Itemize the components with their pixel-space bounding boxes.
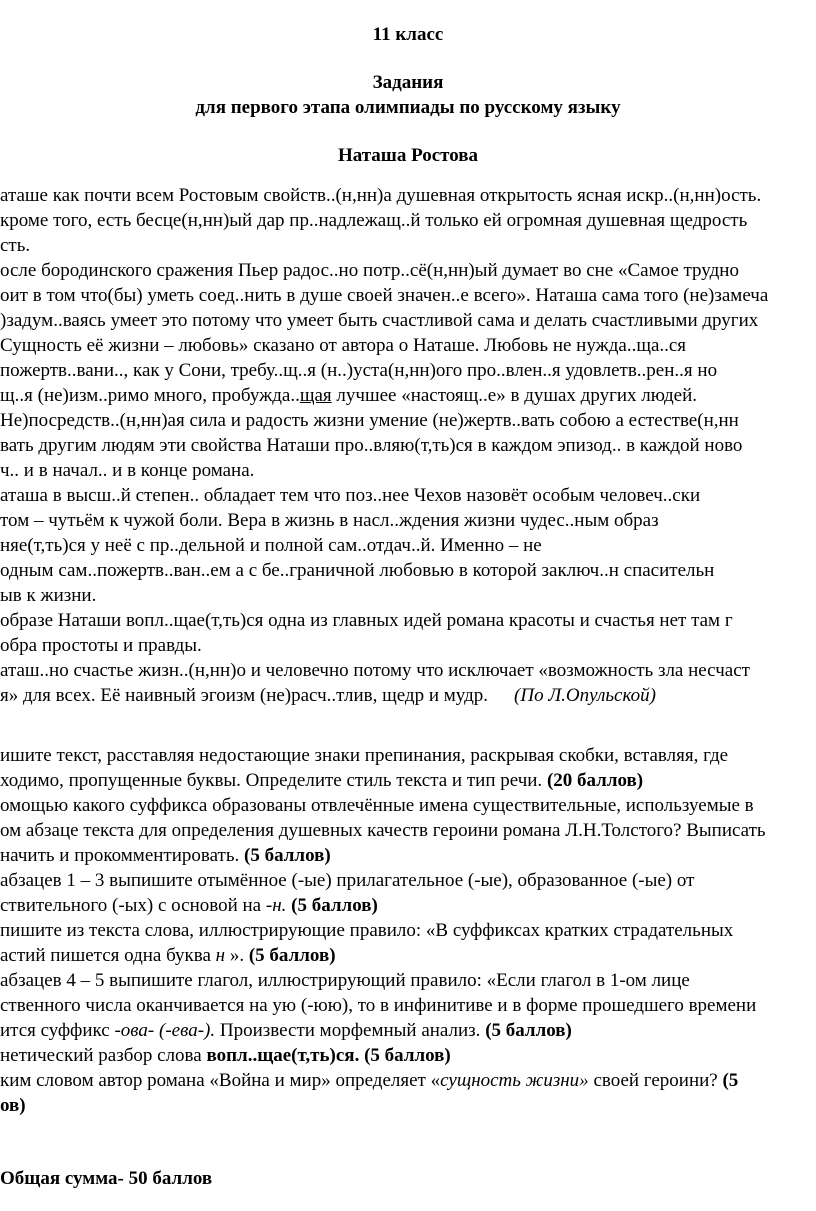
text-line [0,685,656,707]
text-line: кроме того, есть бесце(н,нн)ый дар пр..надлежащ..й только ей огромная душевная щедрость [0,210,748,231]
text-line: оит в том что(бы) уметь соед..нить в душе своей значен..е всего». Наташа сама того (не)замеча [0,285,769,306]
text-line: Не)посредств..(н,нн)ая сила и радость жизни умение (не)жертв..вать собою а естестве(н,нн [0,410,739,431]
task-line: ственного числа оканчивается на ую (-юю), то в инфинитиве и в форме прошедшего времени [0,995,757,1016]
task-text: ствительного (-ых) с основой на [0,895,262,916]
text-line: аташа в высш..й степен.. обладает тем что поз..нее Чехов назовёт особым человеч..ски [0,485,701,506]
task-text: ». [229,945,245,966]
task-italic: -ова- (-ева-). [114,1020,216,1041]
task-line [0,770,643,792]
underlined-fragment: щая [299,385,332,406]
task-line: ов) [0,1095,26,1116]
text-line [0,385,697,407]
task-line [0,1070,738,1092]
task-points: (5 [722,1070,739,1091]
task-line [0,945,336,967]
task-points: (20 баллов) [546,770,644,791]
task-line [0,1045,451,1067]
text-line: одным сам..пожертв..ван..ем а с бе..граничной любовью в которой заключ..н спасительн [0,560,715,581]
text-line: няе(т,ть)ся у неё с пр..дельной и полной сам..отдач..й. Именно – не [0,535,542,556]
task-italic: -н. [265,895,287,916]
task-points: (5 баллов) [291,895,378,916]
text-line: аташе как почти всем Ростовым свойств..(н,нн)а душевная открытость ясная искр..(н,нн)ость. [0,185,762,206]
task-text: ходимо, пропущенные буквы. Определите стиль текста и тип речи. [0,770,543,791]
task-line: ишите текст, расставляя недостающие знаки препинания, раскрывая скобки, вставляя, где [0,745,729,766]
text-line: том – чутьём к чужой боли. Вера в жизнь в насл..ждения жизни чудес..ным образ [0,510,659,531]
task-text: ким словом автор романа «Война и мир» определяет « [0,1070,441,1091]
text-line: осле бородинского сражения Пьер радос..но потр..сё(н,нн)ый думает во сне «Самое трудно [0,260,739,281]
task-line [0,1020,572,1042]
tasks-heading: Задания [372,72,444,93]
task-text: Произвести морфемный анализ. [219,1020,481,1041]
task-text: начить и прокомментировать. [0,845,240,866]
task-line [0,845,331,867]
text-line: сть. [0,235,31,256]
task-points: (5 баллов) [244,845,331,866]
task-line: абзацев 1 – 3 выпишите отымённое (-ые) прилагательное (-ые), образованное (-ые) от [0,870,695,891]
text-fragment: я» для всех. Её наивный эгоизм (не)расч..тлив, щедр и мудр. [0,685,489,706]
text-fragment: щ..я (не)изм..римо много, пробужда.. [0,385,300,406]
text-line: обра простоты и правды. [0,635,202,656]
task-text: своей героини? [593,1070,718,1091]
task-bold-word: вопл..щае(т,ть)ся. (5 баллов) [206,1045,451,1066]
total-score: Общая сумма- 50 баллов [0,1168,213,1189]
text-line: пожертв..вани.., как у Сони, требу..щ..я (н..)уста(н,нн)ого про..влен..я удовлетв..рен..я но [0,360,718,381]
task-text: астий пишется одна буква [0,945,211,966]
text-fragment: лучшее «настоящ..е» в душах других людей. [331,385,698,406]
text-line: Сущность её жизни – любовь» сказано от автора о Наташе. Любовь не нужда..ща..ся [0,335,687,356]
topic-title: Наташа Ростова [337,145,479,166]
task-points: (5 баллов) [248,945,336,966]
task-line: ом абзаце текста для определения душевных качеств героини романа Л.Н.Толстого? Выписать [0,820,766,841]
text-line: ыв к жизни. [0,585,97,606]
task-italic: н [215,945,226,966]
task-line: абзацев 4 – 5 выпишите глагол, иллюстрирующий правило: «Если глагол в 1-ом лице [0,970,690,991]
grade-heading: 11 класс [372,24,444,45]
task-text: ится суффикс [0,1020,110,1041]
text-line: ч.. и в начал.. и в конце романа. [0,460,255,481]
text-line: вать другим людям эти свойства Наташи про..вляю(т,ть)ся в каждом эпизод.. в каждой ново [0,435,743,456]
task-points: (5 баллов) [485,1020,572,1041]
task-line: пишите из текста слова, иллюстрирующие правило: «В суффиксах кратких страдательных [0,920,734,941]
text-line: аташ..но счастье жизн..(н,нн)о и человечно потому что исключает «возможность зла несчаст [0,660,750,681]
task-line: омощью какого суффикса образованы отвлечённые имена существительные, используемые в [0,795,754,816]
task-italic: сущность жизни» [440,1070,589,1091]
text-line: образе Наташи вопл..щае(т,ть)ся одна из главных идей романа красоты и счастья нет там г [0,610,733,631]
text-line: )задум..ваясь умеет это потому что умеет быть счастливой сама и делать счастливыми других [0,310,759,331]
task-line [0,895,378,917]
olympiad-subtitle: для первого этапа олимпиады по русскому языку [195,97,621,118]
task-text: нетический разбор слова [0,1045,202,1066]
source-attribution: (По Л.Опульской) [514,685,656,706]
